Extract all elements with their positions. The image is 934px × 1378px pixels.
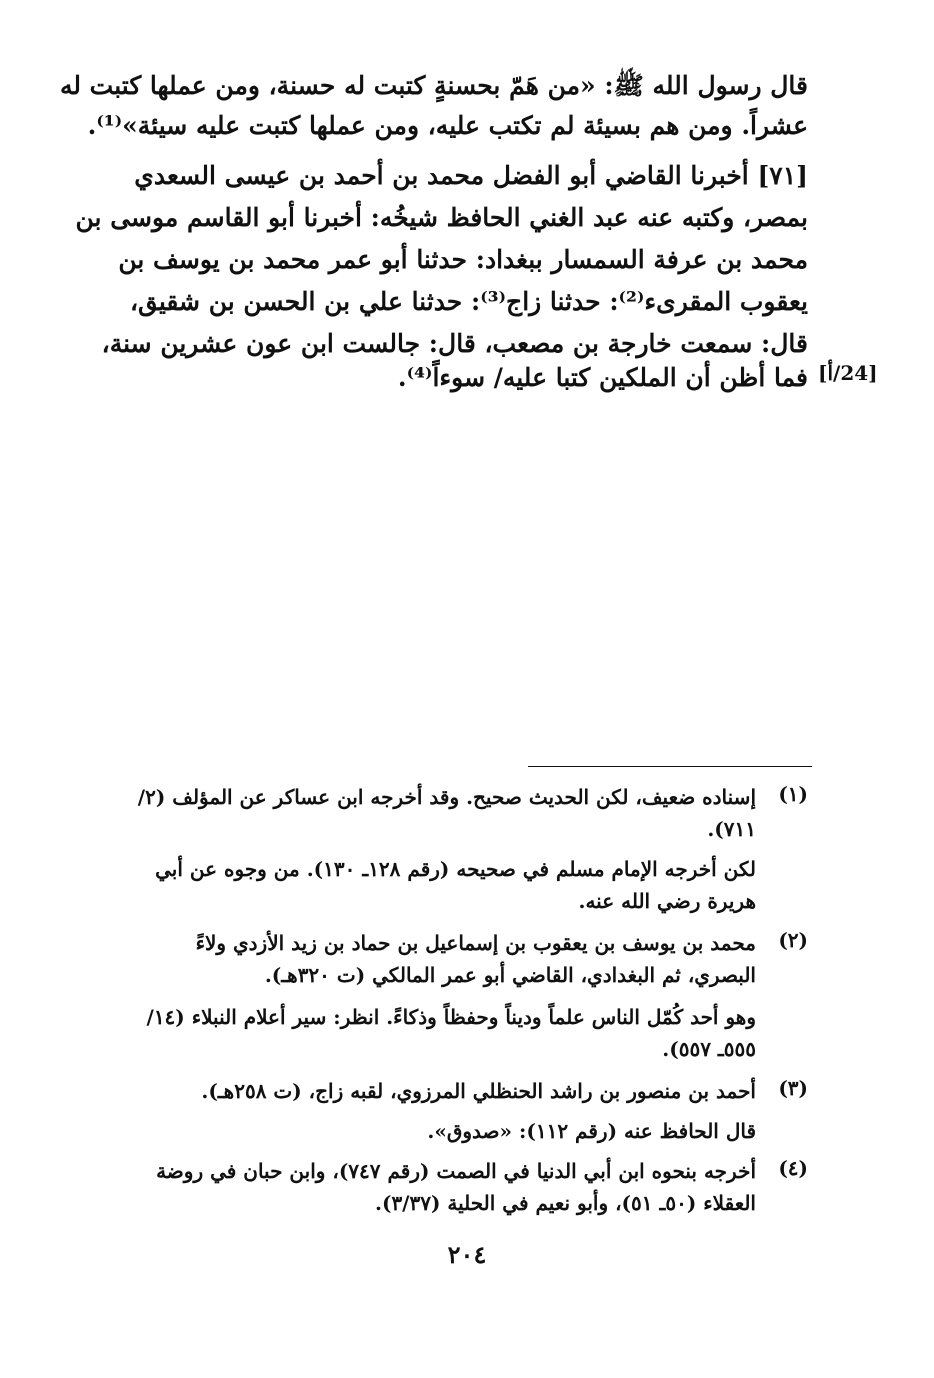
main-text-line: يعقوب المقرىء⁽²⁾: حدثنا زاج⁽³⁾: حدثنا علي بن الحسن بن شقيق، xyxy=(129,287,808,316)
footnote-number: (٤) xyxy=(778,1156,808,1180)
main-text-line: عشراً. ومن هم بسيئة لم تكتب عليه، ومن عملها كتبت عليه سيئة»⁽¹⁾. xyxy=(87,111,808,140)
footnote-number: (١) xyxy=(778,782,808,806)
main-text-line: بمصر، وكتبه عنه عبد الغني الحافظ شيخُه: أخبرنا أبو القاسم موسى بن xyxy=(75,203,808,232)
main-text-line: محمد بن عرفة السمسار ببغداد: حدثنا أبو عمر محمد بن يوسف بن xyxy=(118,245,808,274)
footnote-line: ٧١١). xyxy=(707,817,756,841)
main-text-line: قال: سمعت خارجة بن مصعب، قال: جالست ابن عون عشرين سنة، xyxy=(101,329,808,358)
footnote-line: محمد بن يوسف بن يعقوب بن إسماعيل بن حماد بن زيد الأزدي ولاءً xyxy=(195,931,756,955)
page-number: ٢٠٤ xyxy=(447,1240,487,1269)
footnote-number: (٢) xyxy=(778,928,808,952)
manuscript-folio-reference: [24/أ] xyxy=(818,361,878,385)
footnote-line: هريرة رضي الله عنه. xyxy=(578,889,756,913)
footnote-line: أخرجه بنحوه ابن أبي الدنيا في الصمت (رقم ٧٤٧)، وابن حبان في روضة xyxy=(156,1159,756,1183)
footnote-separator xyxy=(528,766,812,767)
footnote-number: (٣) xyxy=(778,1076,808,1100)
footnote-line: إسناده ضعيف، لكن الحديث صحيح. وقد أخرجه ابن عساكر عن المؤلف (٢/ xyxy=(137,785,756,809)
main-text-line: فما أظن أن الملكين كتبا عليه/ سوءاً⁽⁴⁾. xyxy=(397,363,808,392)
footnote-line: قال الحافظ عنه (رقم ١١٢): «صدوق». xyxy=(427,1119,756,1143)
footnote-line: لكن أخرجه الإمام مسلم في صحيحه (رقم ١٢٨ـ ١٣٠). من وجوه عن أبي xyxy=(155,857,756,881)
main-text-line: قال رسول الله ﷺ: «من هَمّ بحسنةٍ كتبت له حسنة، ومن عملها كتبت له xyxy=(59,71,808,100)
footnote-line: أحمد بن منصور بن راشد الحنظلي المرزوي، لقبه زاج، (ت ٢٥٨هـ). xyxy=(201,1079,756,1103)
footnote-line: ٥٥٥ـ ٥٥٧). xyxy=(662,1037,756,1061)
footnote-line: العقلاء (٥٠ـ ٥١)، وأبو نعيم في الحلية (٣/٣٧). xyxy=(375,1191,756,1215)
footnote-line: وهو أحد كُمّل الناس علماً وديناً وحفظاً وذكاءً. انظر: سير أعلام النبلاء (١٤/ xyxy=(146,1005,756,1029)
main-text-line: [٧١] أخبرنا القاضي أبو الفضل محمد بن أحمد بن عيسى السعدي xyxy=(134,161,808,190)
footnote-line: البصري، ثم البغدادي، القاضي أبو عمر المالكي (ت ٣٢٠هـ). xyxy=(264,963,756,987)
